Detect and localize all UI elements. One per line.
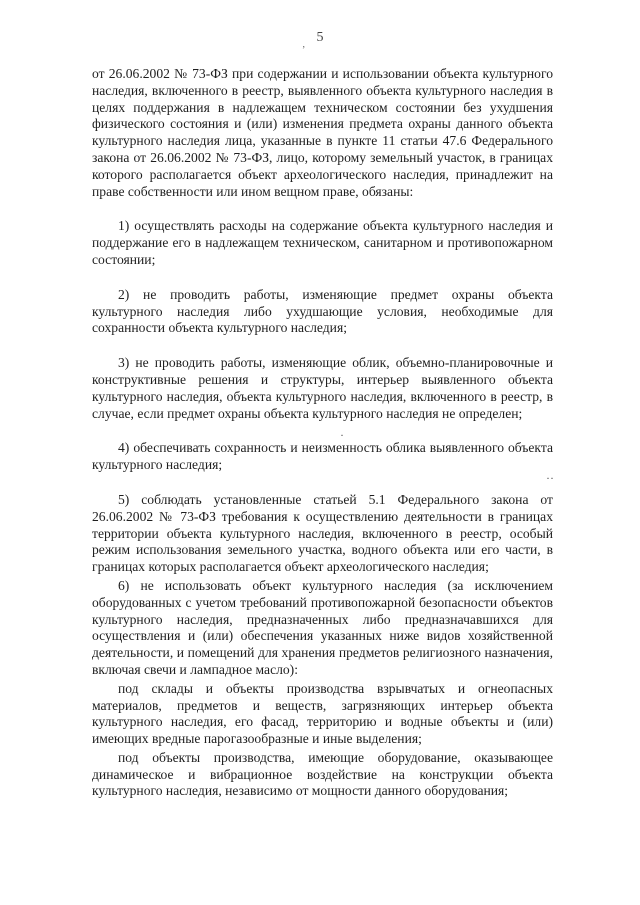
scan-speck: ·· xyxy=(546,471,554,485)
scan-mark: ‚ xyxy=(302,39,306,50)
list-item-4: 4) обеспечивать сохранность и неизменность облика выявленного объекта культурного наследия; xyxy=(92,440,553,473)
list-item-2: 2) не проводить работы, изменяющие предмет охраны объекта культурного наследия либо ухудшающие условия, необходимые для сохранности объекта культурного наследия; xyxy=(92,286,553,336)
page-number xyxy=(0,30,640,50)
scan-speck: · xyxy=(340,428,344,442)
page-number-value: 5 xyxy=(316,30,324,45)
list-item-6: 6) не использовать объект культурного наследия (за исключением оборудованных с учетом требований противопожарной безопасности объектов культурного наследия, предназначенных либо предназначавшихся для осуществления и (или) обеспечения указанных ниже видов хозяйственной деятельности, и помещений для хранения предметов религиозного назначения, включая свечи и лампадное масло): xyxy=(92,577,553,677)
paragraph-intro: от 26.06.2002 № 73-ФЗ при содержании и использовании объекта культурного наследия, включенного в реестр, выявленного объекта культурного наследия в целях поддержания в надлежащем техническом состоянии без ухудшения физического состояния и (или) изменения предмета охраны данного объекта культурного наследия лица, указанные в пункте 11 статьи 47.6 Федерального закона от 26.06.2002 № 73-ФЗ, лицо, которому земельный участок, в границах которого располагается объект археологического наследия, принадлежит на праве собственности или ином вещном праве, обязаны: xyxy=(92,66,553,199)
sub-item-production: под объекты производства, имеющие оборудование, оказывающее динамическое и вибрационное воздействие на конструкции объекта культурного наследия, независимо от мощности данного оборудования; xyxy=(92,749,553,799)
list-item-1: 1) осуществлять расходы на содержание объекта культурного наследия и поддержание его в надлежащем техническом, санитарном и противопожарном состоянии; xyxy=(92,218,553,267)
list-item-5: 5) соблюдать установленные статьей 5.1 Федерального закона от 26.06.2002 № 73-ФЗ требования к осуществлению деятельности в границах территории объекта культурного наследия, включенного в реестр, особый режим использования земельного участка, водного объекта или его части, в границах которых располагается объект археологического наследия; xyxy=(92,491,553,575)
sub-item-warehouses: под склады и объекты производства взрывчатых и огнеопасных материалов, предметов и веществ, загрязняющих интерьер объекта культурного наследия, его фасад, территорию и водные объекты и (или) имеющих вредные парогазообразные и иные выделения; xyxy=(92,680,553,747)
list-item-3: 3) не проводить работы, изменяющие облик, объемно-планировочные и конструктивные решения и структуры, интерьер выявленного объекта культурного наследия, объекта культурного наследия, включенного в реестр, в случае, если предмет охраны объекта культурного наследия не определен; xyxy=(92,355,553,421)
document-body xyxy=(92,66,553,800)
